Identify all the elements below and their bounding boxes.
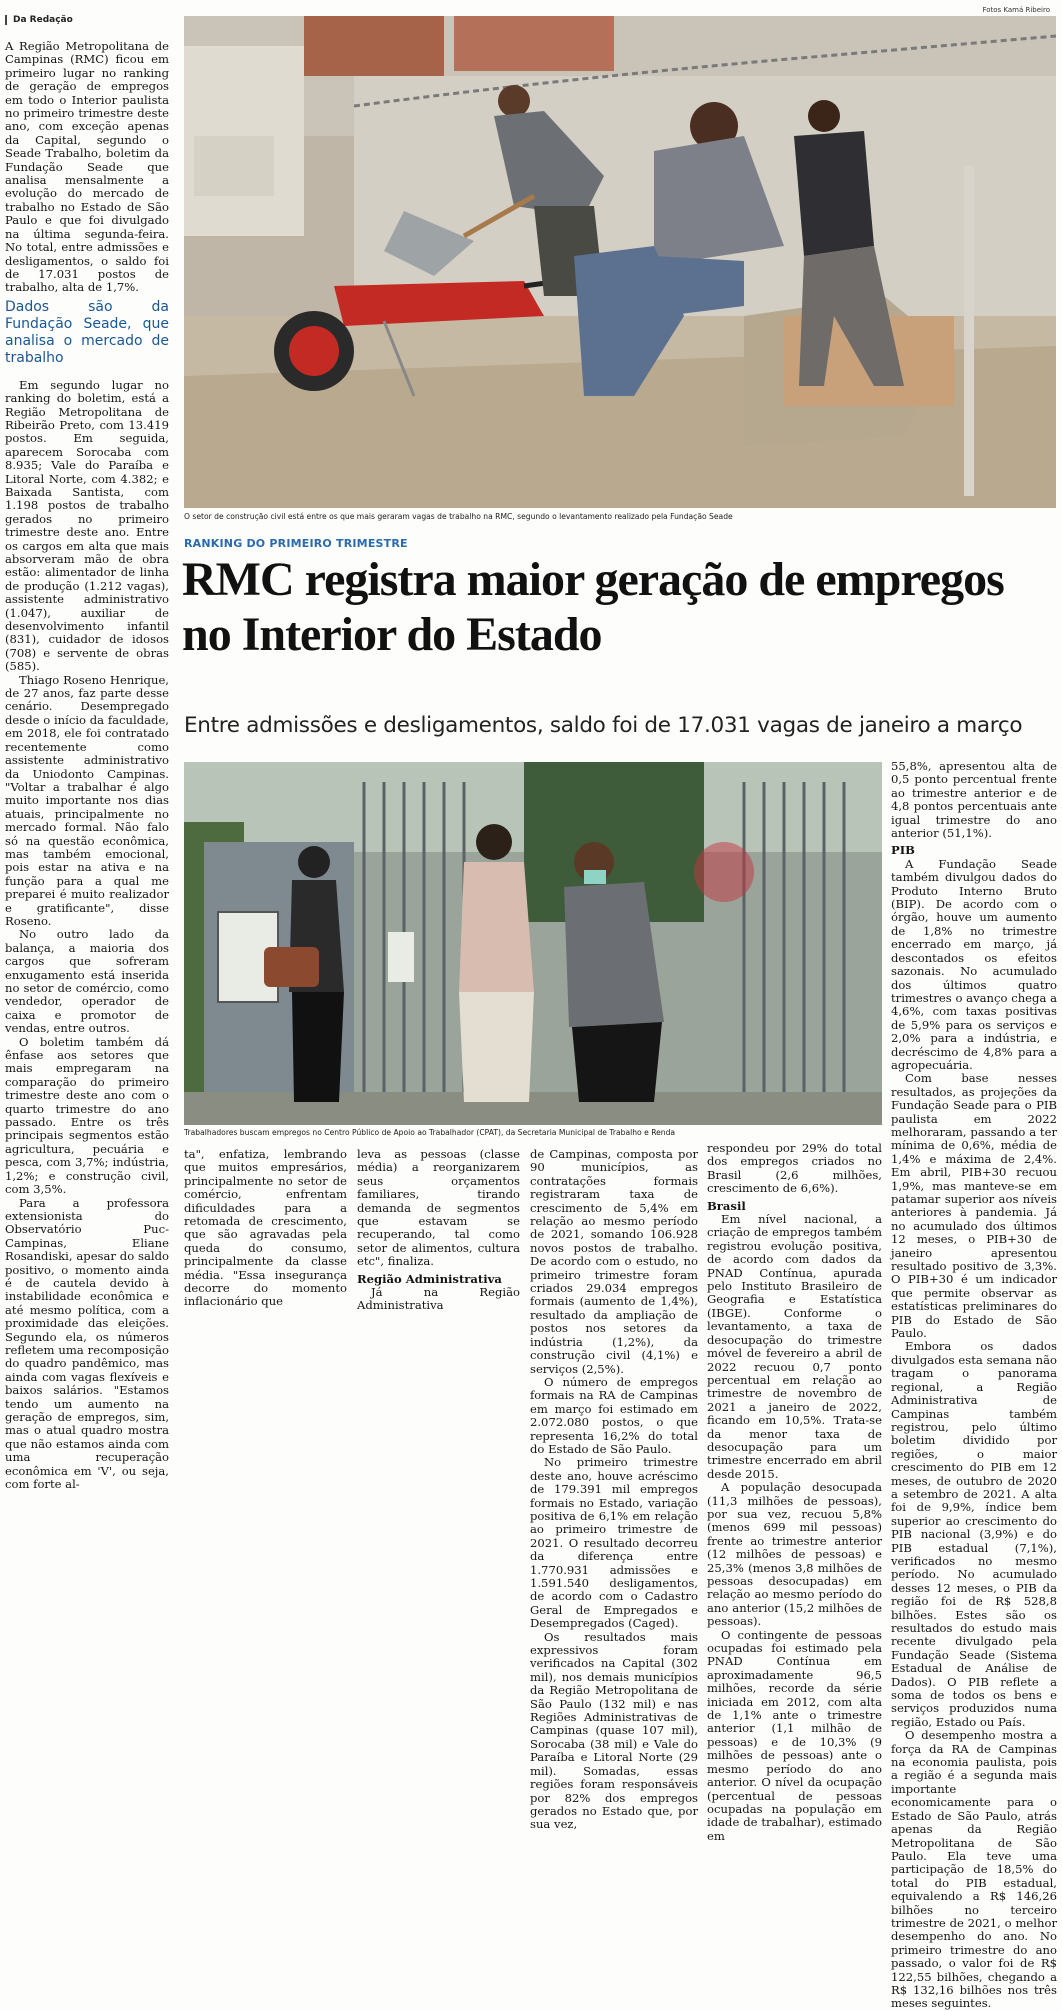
text-column: [891, 759, 1057, 2011]
subsection-heading: Região Administrativa: [357, 1271, 502, 1286]
paragraph: Para a professora extensionista do Observatório Puc-Campinas, Eliane Rosandiski, apesar do saldo positivo, o momento ainda é de cautela devido à instabilidade econômica e até mesmo política, com a proximidade das eleições. Segundo ela, os números refletem uma recomposição do quadro pandêmico, mas ainda com vagas flexíveis e baixos salários. "Estamos tendo um aumento na geração de empregos, sim, mas o atual quadro mostra que não estamos ainda com uma recuperação econômica em 'V', ou seja, com forte al-: [5, 1195, 169, 1492]
section-tag: Da Redação: [5, 15, 73, 25]
paragraph: Em nível nacional, a criação de empregos também registrou evolução positiva, de acordo com dados da PNAD Contínua, apurada pelo Instituto Brasileiro de Geografia e Estatística (IBGE). Conforme o levantamento, a taxa de desocupação do trimestre móvel de fevereiro a abril de 2022 recuou 0,7 ponto percentual em relação ao trimestre de novembro de 2021 a janeiro de 2022, ficando em 10,5%. Trata-se da menor taxa de desocupação para um trimestre encerrado em abril desde 2015.: [707, 1212, 882, 1481]
job-seekers-photo: [184, 762, 882, 1125]
paragraph: 55,8%, apresentou alta de 0,5 ponto percentual frente ao trimestre anterior e de 4,8 pontos percentuais ante igual trimestre do ano anterior (51,1%).: [891, 759, 1057, 841]
paragraph: de Campinas, composta por 90 municípios, as contratações formais registraram taxa de crescimento de 5,4% em relação ao mesmo período de 2021, somando 106.928 novos postos de trabalho. De acordo com o estudo, no primeiro trimestre foram criados 29.034 empregos formais (aumento de 1,4%), resultado da ampliação de postos nos setores da indústria (1,2%), da construção civil (4,1%) e serviços (2,5%).: [530, 1147, 698, 1376]
text-column: [184, 1148, 347, 1760]
paragraph: O número de empregos formais na RA de Campinas em março foi estimado em 2.072.080 postos, o que representa 16,2% do total do Estado de São Paulo.: [530, 1374, 698, 1456]
paragraph: No outro lado da balança, a maioria dos cargos que sofreram enxugamento está inserida no setor de comércio, como vendedor, operador de caixa e promotor de vendas, entre outros.: [5, 927, 169, 1036]
paragraph: O contingente de pessoas ocupadas foi estimado pela PNAD Contínua em aproximadamente 96,5 milhões, recorde da série iniciada em 2012, com alta de 1,1% ante o trimestre anterior (1,1 milhão de pessoas) e de 10,3% (9 milhões de pessoas) ante o mesmo período do ano anterior. O nível da ocupação (percentual de pessoas ocupadas na população em idade de trabalhar), estimado em: [707, 1627, 882, 1843]
paragraph: Thiago Roseno Henrique, de 27 anos, faz parte desse cenário. Desempregado desde o início da faculdade, em 2018, ele foi contratado recentemente como assistente administrativo da Uniodonto Campinas. "Voltar a trabalhar é algo muito importante nos dias atuais, principalmente no mercado formal. Não falo só na questão econômica, mas também emocional, pois estar na ativa e na função para a qual me preparei é muito realizador e gratificante", disse Roseno.: [5, 672, 169, 928]
paragraph: A Região Metropolitana de Campinas (RMC) ficou em primeiro lugar no ranking de geração de empregos em todo o Interior paulista no primeiro trimestre deste ano, com exceção apenas da Capital, segundo o Seade Trabalho, boletim da Fundação Seade que analisa mensalmente a evolução do mercado de trabalho no Estado de São Paulo e que foi divulgado na última segunda-feira. No total, entre admissões e desligamentos, o saldo foi de 17.031 postos de trabalho, alta de 1,7%.: [5, 39, 169, 295]
photo-caption: Trabalhadores buscam empregos no Centro Público de Apoio ao Trabalhador (CPAT), da Secretaria Municipal de Trabalho e Renda: [184, 1128, 676, 1137]
paragraph: Em segundo lugar no ranking do boletim, está a Região Metropolitana de Ribeirão Preto, com 13.419 postos. Em seguida, aparecem Sorocaba com 8.935; Vale do Paraíba e Litoral Norte, com 4.382; e Baixada Santista, com 1.198 postos de trabalho gerados no primeiro trimestre deste ano. Entre os cargos em alta que mais absorveram mão de obra estão: alimentador de linha de produção (1.212 vagas), assistente administrativo (1.047), auxiliar de desenvolvimento infantil (831), cuidador de idosos (708) e servente de obras (585).: [5, 377, 169, 674]
paragraph: A Fundação Seade também divulgou dados do Produto Interno Bruto (BIP). De acordo com o órgão, houve um aumento de 1,8% no trimestre encerrado em março, já descontados os efeitos sazonais. No acumulado dos últimos quatro trimestres o avanço chega a 4,6%, com taxas positivas de 5,9% para os serviços e 2,0% para a indústria, e decréscimo de 4,8% para a agropecuária.: [891, 856, 1057, 1072]
text-column: [530, 1147, 698, 1832]
construction-photo: [184, 16, 1056, 508]
paragraph: Com base nesses resultados, as projeções da Fundação Seade para o PIB paulista em 2022 melhoraram, passando a ter mínima de 0,6%, média de 1,4% e máxima de 2,4%. Em abril, PIB+30 recuou 1,9%, mas manteve-se em patamar superior aos níveis anteriores à pandemia. Já no acumulado dos últimos 12 meses, o PIB+30 de janeiro apresentou resultado positivo de 3,3%. O PIB+30 é um indicador que permite observar as estatísticas preliminares do PIB do Estado de São Paulo.: [891, 1071, 1057, 1341]
paragraph: Já na Região Administrativa: [357, 1285, 520, 1313]
photo-caption: O setor de construção civil está entre os que mais geraram vagas de trabalho na RMC, segundo o levantamento realizado pela Fundação Seade: [184, 512, 733, 521]
paragraph: Os resultados mais expressivos foram verificados na Capital (302 mil), nos demais municípios da Região Metropolitana de São Paulo (132 mil) e nas Regiões Administrativas de Campinas (quase 107 mil), Sorocaba (38 mil) e Vale do Paraíba e Litoral Norte (29 mil). Somadas, essas regiões foram responsáveis por 82% dos empregos gerados no Estado que, por sua vez,: [530, 1629, 698, 1832]
paragraph: A população desocupada (11,3 milhões de pessoas), por sua vez, recuou 5,8% (menos 699 mil pessoas) frente ao trimestre anterior (12 milhões de pessoas) e 25,3% (menos 3,8 milhões de pessoas desocupadas) em relação ao mesmo período do ano anterior (15,2 milhões de pessoas).: [707, 1480, 882, 1629]
paragraph: ta", enfatiza, lembrando que muitos empresários, principalmente no setor de comércio, enfrentam dificuldades para a retomada de crescimento, que são agravadas pela queda do consumo, principalmente da classe média. "Essa insegurança decorre do momento inflacionário que: [184, 1147, 347, 1309]
paragraph: respondeu por 29% do total dos empregos criados no Brasil (2,6 milhões, crescimento de 6,6%).: [707, 1141, 882, 1196]
text-column: [357, 1148, 520, 1760]
headline: RMC registra maior geração de empregos no Interior do Estado: [182, 553, 1004, 661]
paragraph: leva as pessoas (classe média) a reorganizarem seus orçamentos familiares, tirando demanda de segmentos que estavam se recuperando, tal como setor de alimentos, cultura etc", finaliza.: [357, 1147, 520, 1269]
photo-credit: Fotos Kamá Ribeiro: [982, 6, 1050, 14]
paragraph: No primeiro trimestre deste ano, houve acréscimo de 179.391 mil empregos formais no Estado, variação positiva de 6,1% em relação ao primeiro trimestre de 2021. O resultado decorreu da diferença entre 1.770.931 admissões e 1.591.540 desligamentos, de acordo com o Cadastro Geral de Empregados e Desempregados (Caged).: [530, 1455, 698, 1631]
paragraph: O boletim também dá ênfase aos setores que mais empregaram na comparação do primeiro trimestre deste ano com o quarto trimestre do ano passado. Entre os três principais segmentos estão agricultura, pecuária e pesca, com 3,7%; indústria, 1,2%; e construção civil, com 3,5%.: [5, 1034, 169, 1197]
subheading: Dados são da Fundação Seade, que analisa o mercado de trabalho: [5, 298, 169, 366]
paragraph: Embora os dados divulgados esta semana não tragam o panorama regional, a Região Administrativa de Campinas também registrou, pelo último boletim dividido por regiões, o maior crescimento do PIB em 12 meses, de outubro de 2020 a setembro de 2021. A alta foi de 9,9%, índice bem superior ao crescimento do PIB nacional (3,9%) e do PIB estadual (7,1%), verificados no mesmo período. No acumulado desses 12 meses, o PIB da região foi de R$ 528,8 bilhões. Estes são os resultados do estudo mais recente divulgado pela Fundação Seade (Sistema Estadual de Análise de Dados). O PIB reflete a soma de todos os bens e serviços produzidos numa região, Estado ou País.: [891, 1339, 1057, 1729]
paragraph: O desempenho mostra a força da RA de Campinas na economia paulista, pois a região é a segunda mais importante economicamente para o Estado de São Paulo, atrás apenas da Região Metropolitana de São Paulo. Ela teve uma participação de 18,5% do total do PIB estadual, equivalendo a R$ 146,26 bilhões no terceiro trimestre de 2021, o melhor desempenho do ano. No primeiro trimestre do ano passado, o valor foi de R$ 122,55 bilhões, chegando a R$ 132,16 bilhões nos três meses seguintes.: [891, 1728, 1057, 2011]
kicker: RANKING DO PRIMEIRO TRIMESTRE: [184, 537, 408, 550]
subsection-heading: Brasil: [707, 1198, 746, 1213]
left-column: [5, 39, 169, 1492]
text-column: [707, 1141, 882, 1843]
deck: Entre admissões e desligamentos, saldo foi de 17.031 vagas de janeiro a março: [184, 713, 1023, 738]
subsection-heading: PIB: [891, 843, 915, 858]
